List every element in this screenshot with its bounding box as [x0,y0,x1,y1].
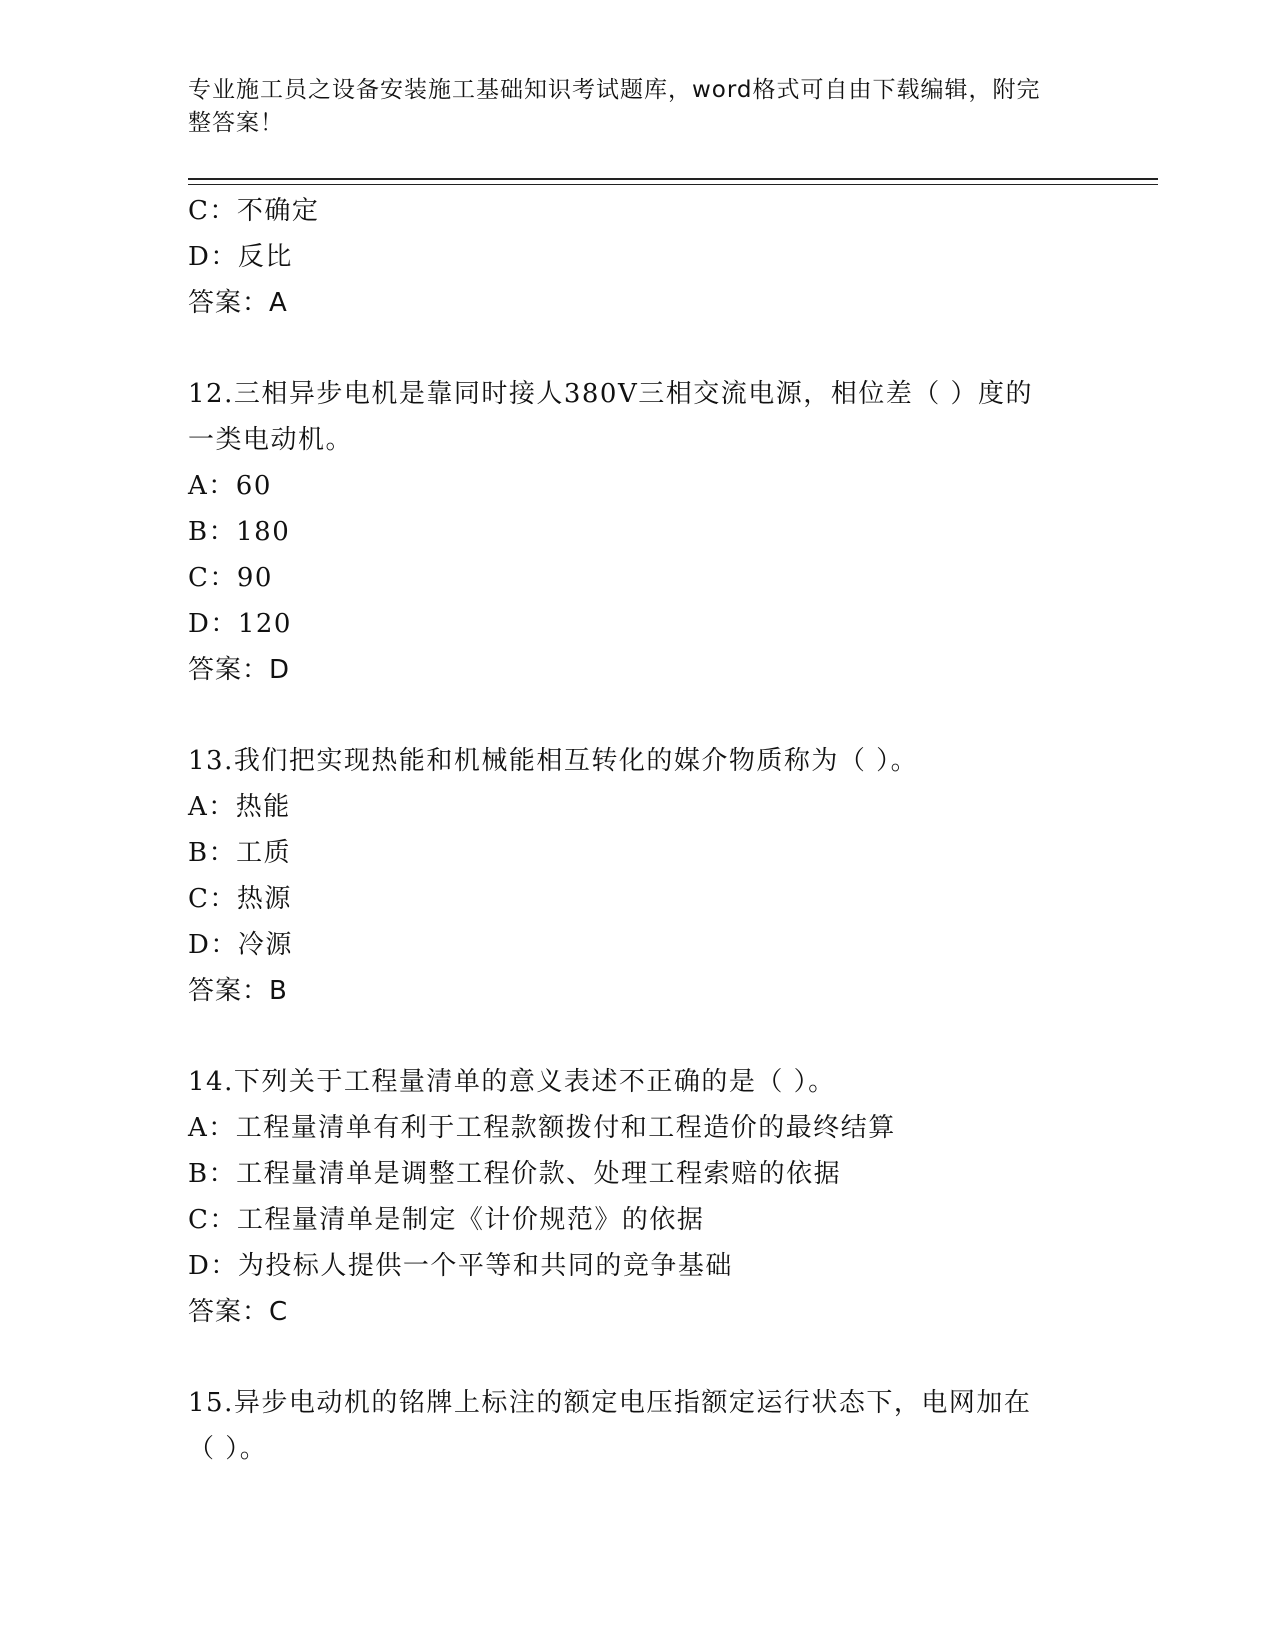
option-b: B：180 [188,517,291,547]
question-stem-continued: 一类电动机。 [188,425,354,455]
question-13 [188,738,1088,1014]
option-d: D：反比 [188,242,293,272]
question-list [188,188,1088,1472]
spacer [188,1335,1088,1380]
spacer [188,1014,1088,1059]
spacer [188,326,1088,371]
option-a: A：60 [188,471,272,501]
question-stem: 12.三相异步电机是靠同时接人380V三相交流电源，相位差（ ）度的 [188,379,1034,409]
answer-label: 答案：C [188,1297,289,1327]
header-divider-thick [188,178,1158,180]
spacer [188,693,1088,738]
document-header [188,74,1068,140]
option-d: D：120 [188,609,292,639]
header-line-2: 整答案！ [188,110,284,136]
question-stem: 14.下列关于工程量清单的意义表述不正确的是（ ）。 [188,1067,836,1097]
header-divider-thin [188,184,1158,185]
question-12 [188,371,1088,693]
answer-label: 答案：A [188,288,288,318]
question-stem-continued: （ ）。 [188,1434,268,1464]
option-c: C：90 [188,563,273,593]
option-d: D：冷源 [188,930,293,960]
option-a: A：工程量清单有利于工程款额拨付和工程造价的最终结算 [188,1113,896,1143]
option-c: C：工程量清单是制定《计价规范》的依据 [188,1205,705,1235]
answer-label: 答案：B [188,976,288,1006]
option-b: B：工程量清单是调整工程价款、处理工程索赔的依据 [188,1159,842,1189]
option-d: D：为投标人提供一个平等和共同的竞争基础 [188,1251,733,1281]
question-14 [188,1059,1088,1335]
question-15 [188,1380,1088,1472]
option-c: C：热源 [188,884,292,914]
question-stem: 13.我们把实现热能和机械能相互转化的媒介物质称为（ ）。 [188,746,919,776]
question-11-tail [188,188,1088,326]
option-c: C：不确定 [188,196,320,226]
header-line-1: 专业施工员之设备安装施工基础知识考试题库，word格式可自由下载编辑，附完 [188,77,1041,103]
question-stem: 15.异步电动机的铭牌上标注的额定电压指额定运行状态下，电网加在 [188,1388,1032,1418]
option-b: B：工质 [188,838,292,868]
option-a: A：热能 [188,792,291,822]
answer-label: 答案：D [188,655,291,685]
